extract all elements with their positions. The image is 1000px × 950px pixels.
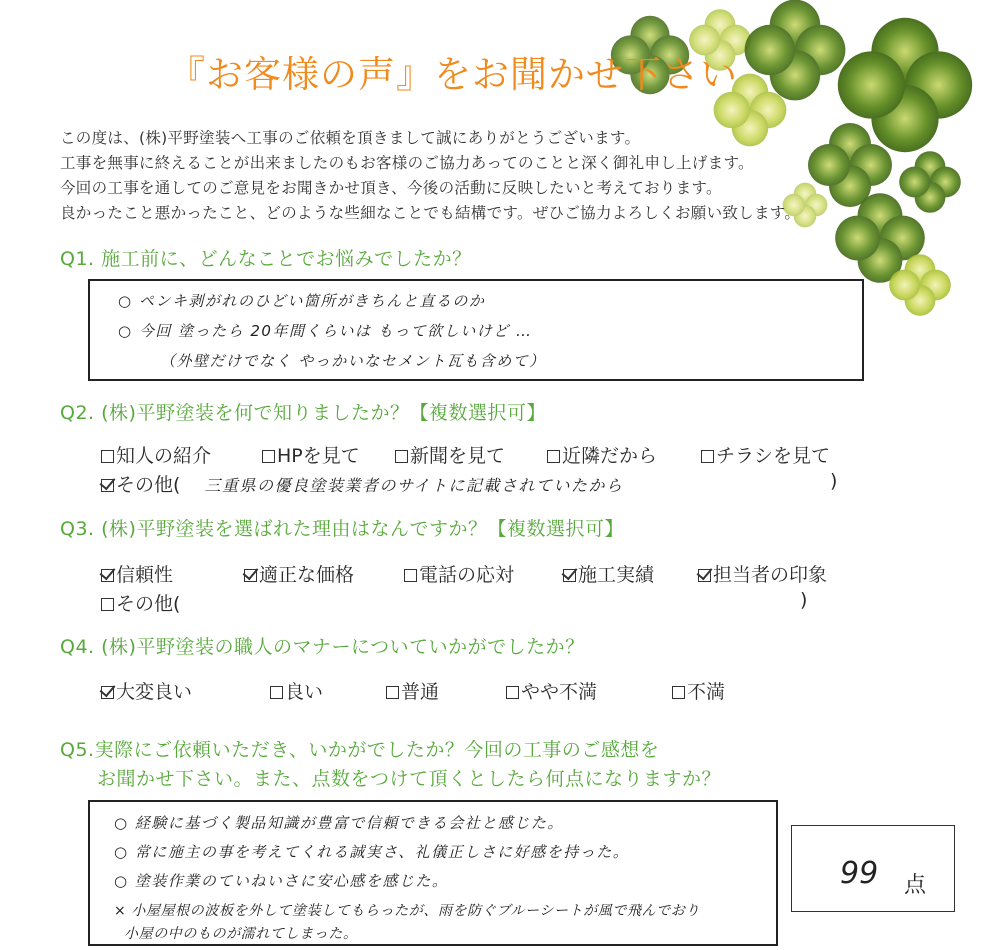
question-2: Q2. (株)平野塗装を何で知りましたか？【複数選択可】: [60, 402, 546, 424]
checkbox[interactable]: [672, 686, 685, 699]
q5-answer-line: ○ 経験に基づく製品知識が豊富で信頼できる会社と感じた。: [114, 814, 564, 832]
checkbox-checked[interactable]: [563, 569, 576, 582]
checkbox-checked[interactable]: [101, 479, 114, 492]
q3-option[interactable]: 担当者の印象: [698, 560, 827, 587]
checkbox[interactable]: [547, 450, 560, 463]
checkbox[interactable]: [701, 450, 714, 463]
q3-other-close: ): [800, 589, 808, 611]
q2-option[interactable]: HPを見て: [262, 441, 360, 468]
q3-option[interactable]: 電話の応対: [404, 560, 514, 587]
checkbox-checked[interactable]: [101, 686, 114, 699]
score-unit: 点: [904, 873, 927, 898]
question-3: Q3. (株)平野塗装を選ばれた理由はなんですか？【複数選択可】: [60, 518, 624, 540]
q4-option[interactable]: 良い: [270, 677, 323, 704]
page-title: 『お客様の声』をお聞かせ下さい: [168, 53, 738, 96]
q4-option[interactable]: 普通: [386, 677, 439, 704]
q3-option[interactable]: 施工実績: [563, 560, 654, 587]
q1-answer-line: （外壁だけでなく やっかいなセメント瓦も含めて）: [160, 352, 546, 370]
q2-other-close: ): [830, 470, 838, 492]
checkbox[interactable]: [262, 450, 275, 463]
intro-line: 今回の工事を通してのご意見をお聞きかせ頂き、今後の活動に反映したいと考えております。: [60, 179, 722, 197]
q4-option[interactable]: やや不満: [506, 677, 597, 704]
checkbox[interactable]: [395, 450, 408, 463]
question-1: Q1. 施工前に、どんなことでお悩みでしたか？: [60, 248, 472, 270]
q5-answer-line: × 小屋屋根の波板を外して塗装してもらったが、雨を防ぐブルーシートが風で飛んでおり: [114, 903, 700, 919]
q5-answer-line: ○ 塗装作業のていねいさに安心感を感じた。: [114, 872, 449, 890]
checkbox-checked[interactable]: [244, 569, 257, 582]
clover-shape: [899, 151, 961, 213]
q2-option[interactable]: 新聞を見て: [395, 441, 505, 468]
checkbox-checked[interactable]: [101, 569, 114, 582]
q2-option[interactable]: チラシを見て: [701, 441, 830, 468]
checkbox[interactable]: [101, 450, 114, 463]
q2-other-answer: 三重県の優良塗装業者のサイトに記載されていたから: [204, 476, 624, 495]
q3-other[interactable]: その他(: [101, 589, 180, 616]
checkbox[interactable]: [101, 598, 114, 611]
q2-option[interactable]: 近隣だから: [547, 441, 657, 468]
q1-answer-line: ○ 今回 塗ったら 20年間くらいは もって欲しいけど …: [118, 322, 533, 340]
checkbox[interactable]: [386, 686, 399, 699]
q4-option[interactable]: 不満: [672, 677, 725, 704]
q2-option[interactable]: 知人の紹介: [101, 441, 211, 468]
q3-option[interactable]: 信頼性: [101, 560, 173, 587]
intro-line: 良かったこと悪かったこと、どのような些細なことでも結構です。ぜひご協力よろしくお願い致します。: [60, 204, 801, 222]
q5-answer-line: ○ 常に施主の事を考えてくれる誠実さ、礼儀正しさに好感を持った。: [114, 843, 630, 861]
question-5: Q5.実際にご依頼いただき、いかがでしたか？今回の工事のご感想を: [60, 739, 660, 761]
intro-line: 工事を無事に終えることが出来ましたのもお客様のご協力あってのことと深く御礼申し上げます。: [60, 154, 754, 172]
question-5-line2: お聞かせ下さい。また、点数をつけて頂くとしたら何点になりますか？: [97, 768, 722, 790]
checkbox-checked[interactable]: [698, 569, 711, 582]
q4-option[interactable]: 大変良い: [101, 677, 192, 704]
question-4: Q4. (株)平野塗装の職人のマナーについていかがでしたか？: [60, 636, 585, 658]
intro-line: この度は、(株)平野塗装へ工事のご依頼を頂きまして誠にありがとうございます。: [60, 129, 641, 147]
checkbox[interactable]: [404, 569, 417, 582]
checkbox[interactable]: [506, 686, 519, 699]
q2-other[interactable]: その他( 三重県の優良塗装業者のサイトに記載されていたから: [101, 470, 623, 497]
score-value: 99: [840, 856, 879, 891]
q5-answer-line: 小屋の中のものが濡れてしまった。: [124, 926, 358, 942]
checkbox[interactable]: [270, 686, 283, 699]
q3-option[interactable]: 適正な価格: [244, 560, 354, 587]
q1-answer-line: ○ ペンキ剥がれのひどい箇所がきちんと直るのか: [118, 292, 486, 310]
